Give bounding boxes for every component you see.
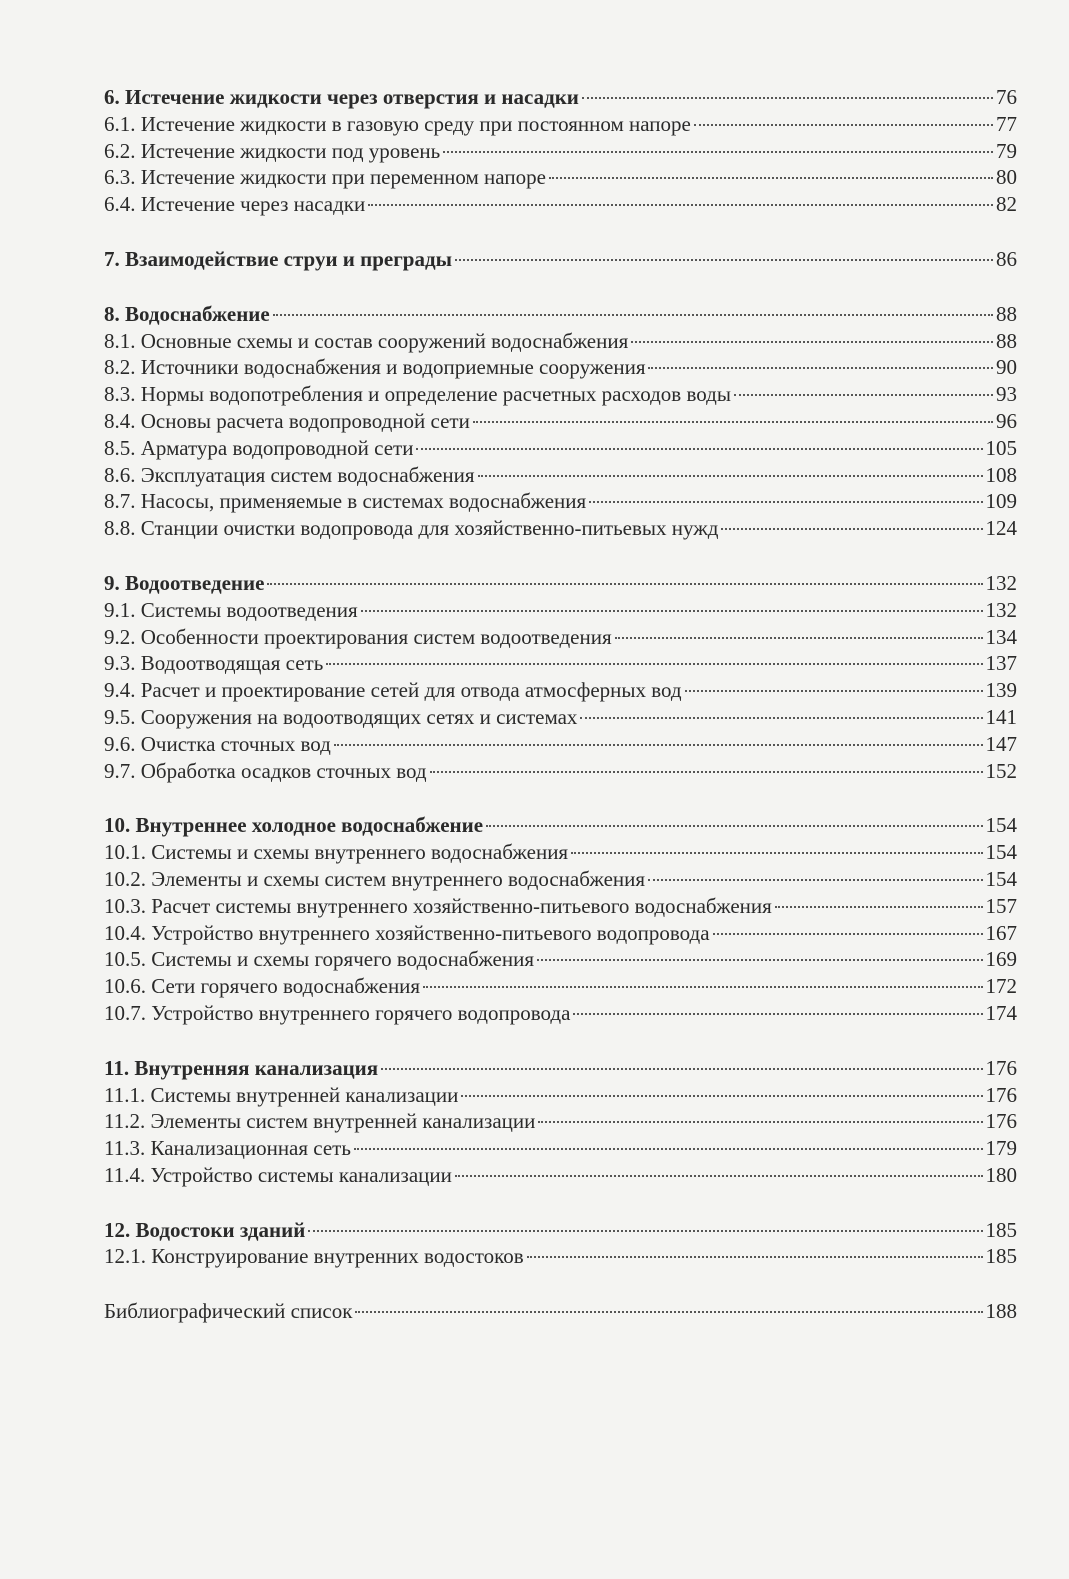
- toc-subsection-entry[interactable]: [104, 1000, 1017, 1027]
- toc-page-number: 80: [996, 165, 1017, 190]
- toc-entry-title: 9.7. Обработка осадков сточных вод: [104, 758, 427, 783]
- dot-leader: [308, 1230, 982, 1232]
- toc-page-number: 176: [985, 1055, 1017, 1080]
- toc-entry-title: 12.1. Конструирование внутренних водостоков: [104, 1244, 524, 1269]
- toc-chapter-entry[interactable]: [104, 812, 1017, 839]
- toc-subsection-entry[interactable]: [104, 1135, 1017, 1162]
- dot-leader: [582, 97, 993, 99]
- toc-entry-title: 6.1. Истечение жидкости в газовую среду при постоянном напоре: [104, 111, 691, 136]
- toc-page-number: 152: [985, 758, 1017, 783]
- toc-page-number: 179: [985, 1136, 1017, 1161]
- toc-entry-title: 8.5. Арматура водопроводной сети: [104, 435, 414, 460]
- toc-entry-title: 8.8. Станции очистки водопровода для хозяйственно-питьевых нужд: [104, 516, 719, 541]
- toc-page-number: 154: [985, 866, 1017, 891]
- toc-entry-title: 8.7. Насосы, применяемые в системах водоснабжения: [104, 489, 587, 514]
- dot-leader: [416, 448, 982, 450]
- toc-entry-title: 10.1. Системы и схемы внутреннего водоснабжения: [104, 840, 569, 865]
- dot-leader: [538, 1121, 982, 1123]
- toc-page-number: 132: [985, 597, 1017, 622]
- toc-subsection-entry[interactable]: [104, 973, 1017, 1000]
- toc-bibliography-entry[interactable]: [104, 1298, 1017, 1325]
- toc-page-number: 93: [996, 382, 1017, 407]
- toc-chapter-entry[interactable]: [104, 84, 1017, 111]
- dot-leader: [430, 771, 983, 773]
- toc-page-number: 154: [985, 813, 1017, 838]
- toc-page-number: 134: [985, 624, 1017, 649]
- toc-subsection-entry[interactable]: [104, 1243, 1017, 1270]
- dot-leader: [354, 1148, 983, 1150]
- toc-page-number: 132: [985, 570, 1017, 595]
- dot-leader: [615, 637, 983, 639]
- toc-subsection-entry[interactable]: [104, 946, 1017, 973]
- toc-entry-title: 6. Истечение жидкости через отверстия и насадки: [104, 85, 579, 109]
- dot-leader: [573, 1013, 982, 1015]
- toc-page-number: 76: [996, 85, 1017, 109]
- dot-leader: [527, 1256, 983, 1258]
- dot-leader: [486, 825, 982, 827]
- toc-page-number: 157: [985, 893, 1017, 918]
- dot-leader: [537, 959, 982, 961]
- toc-entry-title: 9. Водоотведение: [104, 570, 265, 595]
- dot-leader: [423, 986, 982, 988]
- toc-entry-title: 8. Водоснабжение: [104, 301, 270, 326]
- toc-subsection-entry[interactable]: [104, 111, 1017, 138]
- toc-section: [104, 1217, 1017, 1271]
- toc-subsection-entry[interactable]: [104, 381, 1017, 408]
- dot-leader: [455, 1175, 983, 1177]
- toc-subsection-entry[interactable]: [104, 758, 1017, 785]
- dot-leader: [648, 879, 982, 881]
- toc-subsection-entry[interactable]: [104, 650, 1017, 677]
- toc-page-number: 185: [985, 1217, 1017, 1242]
- dot-leader: [589, 501, 982, 503]
- toc-entry-title: 9.6. Очистка сточных вод: [104, 731, 331, 756]
- toc-entry-title: 8.6. Эксплуатация систем водоснабжения: [104, 462, 475, 487]
- toc-page-number: 141: [985, 704, 1017, 729]
- toc-entry-title: 6.4. Истечение через насадки: [104, 192, 366, 217]
- toc-page-number: 124: [985, 516, 1017, 541]
- toc-page-number: 105: [985, 435, 1017, 460]
- toc-entry-title: 12. Водостоки зданий: [104, 1217, 306, 1242]
- toc-entry-title: 9.3. Водоотводящая сеть: [104, 651, 324, 676]
- toc-entry-title: 10. Внутреннее холодное водоснабжение: [104, 813, 484, 838]
- dot-leader: [368, 204, 993, 206]
- dot-leader: [361, 610, 983, 612]
- toc-section: [104, 246, 1017, 273]
- toc-entry-title: 10.7. Устройство внутреннего горячего водопровода: [104, 1000, 571, 1025]
- toc-entry-title: 10.2. Элементы и схемы систем внутреннего водоснабжения: [104, 866, 646, 891]
- toc-page-number: 172: [985, 974, 1017, 999]
- toc-page-number: 154: [985, 840, 1017, 865]
- dot-leader: [478, 475, 983, 477]
- dot-leader: [775, 906, 983, 908]
- toc-page-number: 96: [996, 408, 1017, 433]
- toc-page-number: 180: [985, 1162, 1017, 1187]
- dot-leader: [334, 744, 983, 746]
- toc-section: [104, 301, 1017, 542]
- dot-leader: [580, 717, 982, 719]
- toc-entry-title: 9.2. Особенности проектирования систем водоотведения: [104, 624, 612, 649]
- dot-leader: [721, 528, 982, 530]
- toc-page-number: 90: [996, 355, 1017, 380]
- toc-entry-title: Библиографический список: [104, 1299, 353, 1324]
- toc-entry-title: 6.3. Истечение жидкости при переменном напоре: [104, 165, 546, 190]
- toc-subsection-entry[interactable]: [104, 164, 1017, 191]
- toc-entry-title: 7. Взаимодействие струи и преграды: [104, 246, 452, 271]
- toc-subsection-entry[interactable]: [104, 138, 1017, 165]
- dot-leader: [326, 663, 982, 665]
- toc-subsection-entry[interactable]: [104, 191, 1017, 218]
- dot-leader: [455, 259, 993, 261]
- toc-page-number: 77: [996, 111, 1017, 136]
- toc-page-number: 82: [996, 192, 1017, 217]
- toc-page-number: 139: [985, 678, 1017, 703]
- toc-entry-title: 8.4. Основы расчета водопроводной сети: [104, 408, 470, 433]
- toc-subsection-entry[interactable]: [104, 677, 1017, 704]
- toc-entry-title: 11. Внутренняя канализация: [104, 1055, 379, 1080]
- toc-entry-title: 8.1. Основные схемы и состав сооружений водоснабжения: [104, 328, 629, 353]
- toc-page-number: 188: [985, 1299, 1017, 1324]
- dot-leader: [734, 394, 993, 396]
- dot-leader: [443, 151, 993, 153]
- toc-page-number: 88: [996, 328, 1017, 353]
- dot-leader: [571, 852, 982, 854]
- toc-subsection-entry[interactable]: [104, 354, 1017, 381]
- toc-page-number: 176: [985, 1082, 1017, 1107]
- toc-page-number: 147: [985, 731, 1017, 756]
- toc-page-number: 167: [985, 920, 1017, 945]
- toc-chapter-entry[interactable]: [104, 1217, 1017, 1244]
- toc-subsection-entry[interactable]: [104, 435, 1017, 462]
- table-of-contents: [104, 84, 1017, 1353]
- toc-page-number: 108: [985, 462, 1017, 487]
- toc-page-number: 137: [985, 651, 1017, 676]
- toc-subsection-entry[interactable]: [104, 1108, 1017, 1135]
- dot-leader: [267, 583, 982, 585]
- toc-subsection-entry[interactable]: [104, 488, 1017, 515]
- toc-chapter-entry[interactable]: [104, 1055, 1017, 1082]
- dot-leader: [473, 421, 993, 423]
- toc-section: [104, 1055, 1017, 1189]
- toc-subsection-entry[interactable]: [104, 408, 1017, 435]
- toc-entry-title: 10.6. Сети горячего водоснабжения: [104, 974, 421, 999]
- toc-subsection-entry[interactable]: [104, 704, 1017, 731]
- toc-entry-title: 9.1. Системы водоотведения: [104, 597, 358, 622]
- toc-subsection-entry[interactable]: [104, 1082, 1017, 1109]
- toc-chapter-entry[interactable]: [104, 570, 1017, 597]
- toc-subsection-entry[interactable]: [104, 597, 1017, 624]
- dot-leader: [713, 933, 983, 935]
- toc-page-number: 109: [985, 489, 1017, 514]
- toc-page-number: 176: [985, 1109, 1017, 1134]
- dot-leader: [631, 341, 993, 343]
- toc-entry-title: 6.2. Истечение жидкости под уровень: [104, 138, 441, 163]
- toc-page-number: 88: [996, 301, 1017, 326]
- toc-section: [104, 570, 1017, 784]
- toc-subsection-entry[interactable]: [104, 893, 1017, 920]
- toc-entry-title: 8.3. Нормы водопотребления и определение расчетных расходов воды: [104, 382, 731, 407]
- toc-entry-title: 10.5. Системы и схемы горячего водоснабжения: [104, 947, 535, 972]
- toc-page-number: 174: [985, 1000, 1017, 1025]
- toc-chapter-entry[interactable]: [104, 301, 1017, 328]
- toc-chapter-entry[interactable]: [104, 246, 1017, 273]
- toc-subsection-entry[interactable]: [104, 1162, 1017, 1189]
- dot-leader: [648, 367, 993, 369]
- toc-bibliography-section: [104, 1298, 1017, 1325]
- toc-subsection-entry[interactable]: [104, 920, 1017, 947]
- toc-subsection-entry[interactable]: [104, 624, 1017, 651]
- toc-section: [104, 812, 1017, 1026]
- toc-entry-title: 9.4. Расчет и проектирование сетей для отвода атмосферных вод: [104, 678, 682, 703]
- dot-leader: [685, 690, 983, 692]
- toc-entry-title: 10.3. Расчет системы внутреннего хозяйственно-питьевого водоснабжения: [104, 893, 772, 918]
- dot-leader: [694, 124, 993, 126]
- toc-page-number: 185: [985, 1244, 1017, 1269]
- toc-subsection-entry[interactable]: [104, 731, 1017, 758]
- dot-leader: [461, 1095, 982, 1097]
- toc-entry-title: 9.5. Сооружения на водоотводящих сетях и системах: [104, 704, 578, 729]
- dot-leader: [549, 177, 993, 179]
- toc-subsection-entry[interactable]: [104, 839, 1017, 866]
- toc-subsection-entry[interactable]: [104, 866, 1017, 893]
- toc-entry-title: 11.1. Системы внутренней канализации: [104, 1082, 459, 1107]
- dot-leader: [381, 1068, 982, 1070]
- toc-entry-title: 8.2. Источники водоснабжения и водоприемные сооружения: [104, 355, 646, 380]
- toc-page-number: 169: [985, 947, 1017, 972]
- toc-section: [104, 84, 1017, 218]
- toc-subsection-entry[interactable]: [104, 328, 1017, 355]
- toc-page-number: 86: [996, 246, 1017, 271]
- dot-leader: [355, 1311, 982, 1313]
- toc-entry-title: 11.2. Элементы систем внутренней канализации: [104, 1109, 536, 1134]
- toc-entry-title: 11.3. Канализационная сеть: [104, 1136, 351, 1161]
- dot-leader: [273, 314, 993, 316]
- toc-entry-title: 10.4. Устройство внутреннего хозяйственно-питьевого водопровода: [104, 920, 710, 945]
- toc-page-number: 79: [996, 138, 1017, 163]
- toc-subsection-entry[interactable]: [104, 462, 1017, 489]
- toc-subsection-entry[interactable]: [104, 515, 1017, 542]
- toc-entry-title: 11.4. Устройство системы канализации: [104, 1162, 452, 1187]
